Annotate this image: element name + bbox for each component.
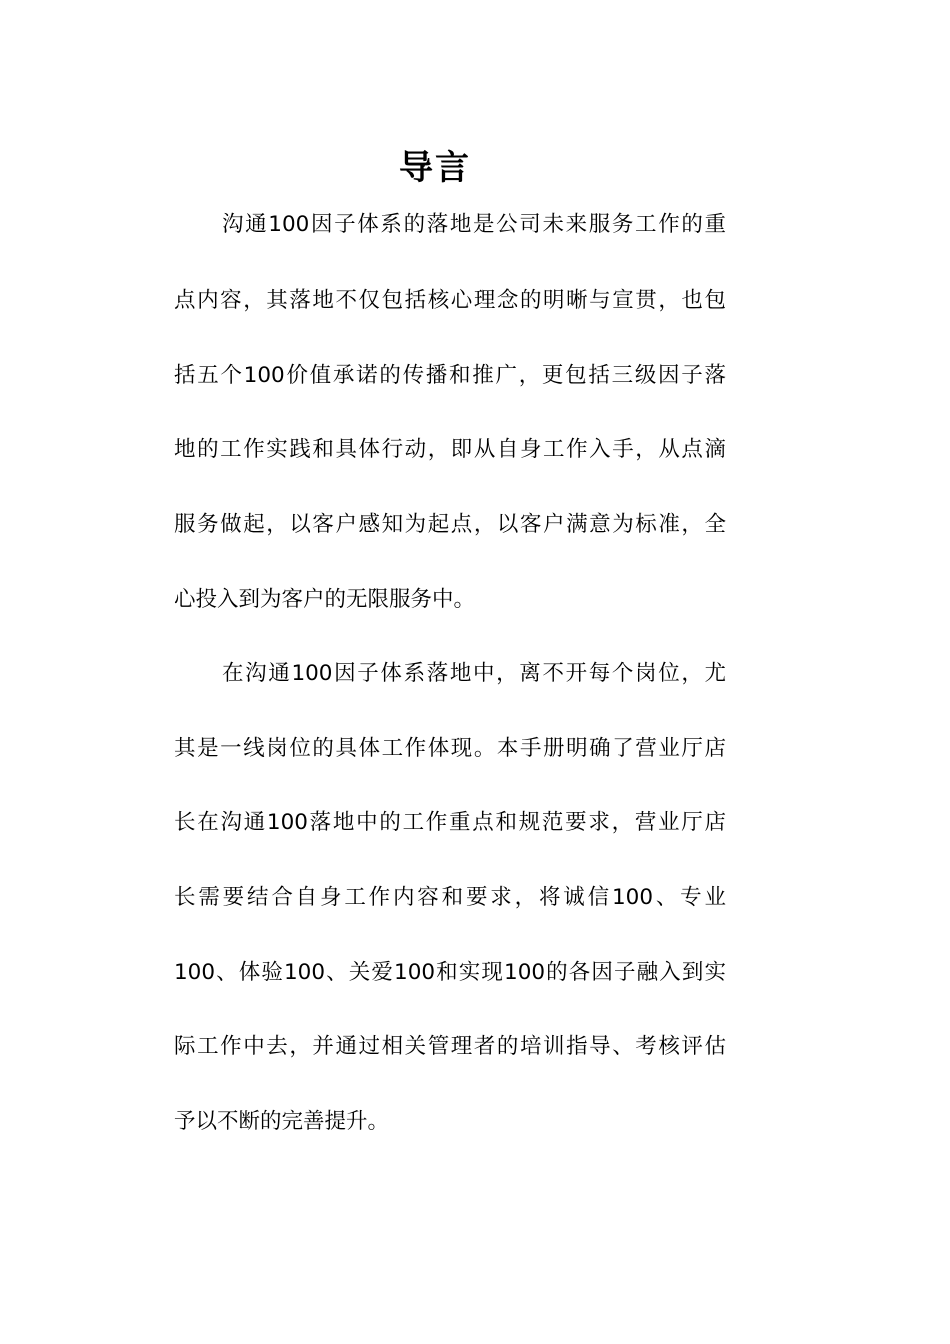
- paragraph-2-line-5: 100、体验100、关爱100和实现100的各因子融入到实: [174, 960, 726, 985]
- paragraph-2-line-4: 长需要结合自身工作内容和要求，将诚信100、专业: [174, 885, 726, 910]
- paragraph-1-line-5: 服务做起，以客户感知为起点，以客户满意为标准，全: [174, 512, 726, 537]
- paragraph-1-line-6: 心投入到为客户的无限服务中。: [174, 587, 476, 612]
- paragraph-2-line-3: 长在沟通100落地中的工作重点和规范要求，营业厅店: [174, 810, 726, 835]
- paragraph-1-line-4: 地的工作实践和具体行动，即从自身工作入手，从点滴: [174, 437, 726, 462]
- page-title: 导言: [399, 148, 471, 188]
- paragraph-2-line-6: 际工作中去，并通过相关管理者的培训指导、考核评估: [174, 1034, 726, 1059]
- paragraph-1-line-1: 沟通100因子体系的落地是公司未来服务工作的重: [222, 212, 726, 237]
- paragraph-2-line-1: 在沟通100因子体系落地中，离不开每个岗位，尤: [222, 661, 726, 686]
- paragraph-2-line-2: 其是一线岗位的具体工作体现。本手册明确了营业厅店: [174, 736, 726, 761]
- paragraph-1-line-2: 点内容，其落地不仅包括核心理念的明晰与宣贯，也包: [174, 288, 726, 313]
- paragraph-2-line-7: 予以不断的完善提升。: [174, 1109, 390, 1134]
- paragraph-1-line-3: 括五个100价值承诺的传播和推广，更包括三级因子落: [174, 363, 726, 388]
